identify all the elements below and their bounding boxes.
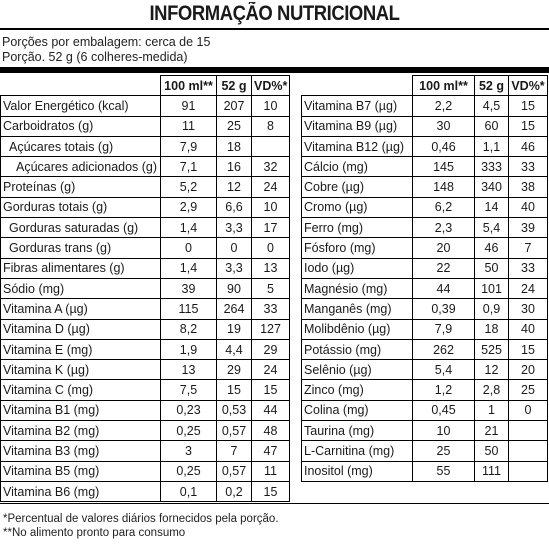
nutrient-name: Açúcares adicionados (g)	[1, 157, 161, 177]
value-per-portion: 333	[475, 157, 509, 177]
value-per-100ml: 6,2	[413, 197, 475, 217]
value-per-100ml: 0,45	[413, 400, 475, 420]
value-per-portion: 111	[475, 461, 509, 481]
value-per-100ml: 22	[413, 258, 475, 278]
table-row	[302, 360, 548, 380]
table-row	[302, 157, 548, 177]
daily-value-percent: 25	[509, 380, 548, 400]
daily-value-percent: 5	[252, 278, 290, 298]
value-per-100ml: 2,3	[413, 218, 475, 238]
value-per-100ml: 0	[161, 238, 217, 258]
value-per-portion: 12	[475, 360, 509, 380]
table-row	[302, 299, 548, 319]
nutrient-name: Inositol (mg)	[302, 461, 413, 481]
value-per-portion: 0,2	[217, 481, 252, 501]
value-per-portion: 0,53	[217, 400, 252, 420]
nutrient-name: Açúcares totais (g)	[1, 136, 161, 156]
daily-value-percent: 10	[252, 96, 290, 116]
table-row	[1, 177, 290, 197]
daily-value-percent: 15	[252, 380, 290, 400]
value-per-portion: 50	[475, 441, 509, 461]
header-per-100ml: 100 ml**	[413, 76, 475, 96]
value-per-100ml: 0,23	[161, 400, 217, 420]
nutrient-name: Gorduras totais (g)	[1, 197, 161, 217]
daily-value-percent: 17	[252, 218, 290, 238]
table-row	[302, 177, 548, 197]
table-row	[302, 380, 548, 400]
daily-value-percent: 40	[509, 319, 548, 339]
value-per-portion: 264	[217, 299, 252, 319]
nutrient-name: Iodo (µg)	[302, 258, 413, 278]
daily-value-percent: 39	[509, 218, 548, 238]
nutrient-name: Colina (mg)	[302, 400, 413, 420]
header-per-100ml: 100 ml**	[161, 76, 217, 96]
value-per-portion: 4,4	[217, 339, 252, 359]
value-per-100ml: 148	[413, 177, 475, 197]
table-row	[302, 441, 548, 461]
table-row	[1, 339, 290, 359]
value-per-100ml: 262	[413, 339, 475, 359]
daily-value-percent: 15	[509, 116, 548, 136]
value-per-portion: 101	[475, 278, 509, 298]
nutrient-name: Taurina (mg)	[302, 421, 413, 441]
value-per-100ml: 0,1	[161, 481, 217, 501]
value-per-100ml: 2,9	[161, 197, 217, 217]
footnote-daily-value: *Percentual de valores diários fornecidos pela porção.	[3, 513, 279, 525]
daily-value-percent: 30	[509, 299, 548, 319]
nutrient-name: Potássio (mg)	[302, 339, 413, 359]
value-per-100ml: 1,4	[161, 218, 217, 238]
table-row	[302, 258, 548, 278]
table-row	[302, 339, 548, 359]
daily-value-percent: 127	[252, 319, 290, 339]
value-per-portion: 3,3	[217, 218, 252, 238]
value-per-portion: 50	[475, 258, 509, 278]
header-per-portion: 52 g	[217, 76, 252, 96]
table-row	[1, 461, 290, 481]
table-row	[302, 116, 548, 136]
nutrient-name: Gorduras saturadas (g)	[1, 218, 161, 238]
nutrient-name: Zinco (mg)	[302, 380, 413, 400]
value-per-portion: 14	[475, 197, 509, 217]
nutrient-name: Vitamina D (µg)	[1, 319, 161, 339]
value-per-portion: 340	[475, 177, 509, 197]
nutrient-name: Valor Energético (kcal)	[1, 96, 161, 116]
serving-size: Porção. 52 g (6 colheres-medida)	[2, 50, 188, 64]
footnote-ready-to-consume: **No alimento pronto para consumo	[3, 527, 186, 539]
nutrient-name: Vitamina B1 (mg)	[1, 400, 161, 420]
value-per-portion: 0,57	[217, 421, 252, 441]
value-per-portion: 29	[217, 360, 252, 380]
value-per-portion: 1	[475, 400, 509, 420]
value-per-100ml: 5,2	[161, 177, 217, 197]
table-row	[1, 380, 290, 400]
nutrient-name: Sódio (mg)	[1, 278, 161, 298]
value-per-portion: 3,3	[217, 258, 252, 278]
table-row	[302, 278, 548, 298]
nutrient-name: Vitamina B5 (mg)	[1, 461, 161, 481]
nutrient-name: Vitamina B2 (mg)	[1, 421, 161, 441]
value-per-100ml: 55	[413, 461, 475, 481]
daily-value-percent: 0	[509, 400, 548, 420]
value-per-100ml: 39	[161, 278, 217, 298]
daily-value-percent: 33	[252, 299, 290, 319]
nutrient-name: Vitamina K (µg)	[1, 360, 161, 380]
nutrient-name: Proteínas (g)	[1, 177, 161, 197]
value-per-portion: 2,8	[475, 380, 509, 400]
daily-value-percent: 44	[252, 400, 290, 420]
nutrient-name: Vitamina B7 (µg)	[302, 96, 413, 116]
daily-value-percent: 47	[252, 441, 290, 461]
value-per-portion: 4,5	[475, 96, 509, 116]
value-per-100ml: 7,9	[413, 319, 475, 339]
header-blank	[1, 76, 161, 96]
daily-value-percent: 40	[509, 197, 548, 217]
table-row	[1, 218, 290, 238]
nutrient-name: Vitamina B6 (mg)	[1, 481, 161, 501]
nutrient-name: Molibdênio (µg)	[302, 319, 413, 339]
table-row	[1, 299, 290, 319]
value-per-100ml: 25	[413, 441, 475, 461]
table-row	[1, 400, 290, 420]
value-per-portion: 207	[217, 96, 252, 116]
value-per-100ml: 0,46	[413, 136, 475, 156]
daily-value-percent: 13	[252, 258, 290, 278]
nutrient-name: Carboidratos (g)	[1, 116, 161, 136]
table-header-row	[1, 76, 290, 96]
value-per-100ml: 1,4	[161, 258, 217, 278]
table-row	[1, 421, 290, 441]
value-per-portion: 18	[217, 136, 252, 156]
header-per-portion: 52 g	[475, 76, 509, 96]
table-row	[1, 319, 290, 339]
nutrient-name: Manganês (mg)	[302, 299, 413, 319]
daily-value-percent: 24	[509, 278, 548, 298]
daily-value-percent: 11	[252, 461, 290, 481]
value-per-portion: 0	[217, 238, 252, 258]
value-per-100ml: 11	[161, 116, 217, 136]
table-row	[302, 421, 548, 441]
value-per-100ml: 0,25	[161, 461, 217, 481]
nutrient-name: Vitamina C (mg)	[1, 380, 161, 400]
daily-value-percent: 24	[252, 177, 290, 197]
value-per-portion: 12	[217, 177, 252, 197]
value-per-portion: 525	[475, 339, 509, 359]
nutrient-name: Magnésio (mg)	[302, 278, 413, 298]
table-row	[302, 96, 548, 116]
table-row	[302, 461, 548, 481]
value-per-portion: 7	[217, 441, 252, 461]
table-row	[1, 197, 290, 217]
page-title: INFORMAÇÃO NUTRICIONAL	[149, 2, 400, 25]
value-per-100ml: 2,2	[413, 96, 475, 116]
daily-value-percent: 29	[252, 339, 290, 359]
value-per-100ml: 10	[413, 421, 475, 441]
value-per-100ml: 20	[413, 238, 475, 258]
table-row	[1, 278, 290, 298]
value-per-portion: 25	[217, 116, 252, 136]
daily-value-percent: 33	[509, 258, 548, 278]
nutrient-name: Vitamina B3 (mg)	[1, 441, 161, 461]
value-per-portion: 19	[217, 319, 252, 339]
nutrient-name: L-Carnitina (mg)	[302, 441, 413, 461]
title-divider	[0, 28, 549, 30]
value-per-portion: 0,9	[475, 299, 509, 319]
value-per-100ml: 3	[161, 441, 217, 461]
nutrient-name: Vitamina E (mg)	[1, 339, 161, 359]
daily-value-percent: 32	[252, 157, 290, 177]
table-row	[1, 136, 290, 156]
table-row	[1, 96, 290, 116]
value-per-portion: 1,1	[475, 136, 509, 156]
thick-divider	[0, 67, 549, 73]
daily-value-percent: 8	[252, 116, 290, 136]
nutrition-table-left	[0, 75, 290, 502]
daily-value-percent	[509, 441, 548, 461]
daily-value-percent: 15	[509, 339, 548, 359]
daily-value-percent: 24	[252, 360, 290, 380]
daily-value-percent: 15	[252, 481, 290, 501]
value-per-portion: 90	[217, 278, 252, 298]
value-per-100ml: 1,9	[161, 339, 217, 359]
nutrient-name: Cromo (µg)	[302, 197, 413, 217]
daily-value-percent	[252, 136, 290, 156]
table-row	[1, 481, 290, 501]
header-daily-value: VD%*	[509, 76, 548, 96]
table-row	[1, 116, 290, 136]
nutrient-name: Gorduras trans (g)	[1, 238, 161, 258]
value-per-portion: 5,4	[475, 218, 509, 238]
value-per-100ml: 7,5	[161, 380, 217, 400]
daily-value-percent: 20	[509, 360, 548, 380]
value-per-100ml: 91	[161, 96, 217, 116]
value-per-100ml: 5,4	[413, 360, 475, 380]
daily-value-percent: 7	[509, 238, 548, 258]
daily-value-percent: 33	[509, 157, 548, 177]
header-daily-value: VD%*	[252, 76, 290, 96]
nutrition-table-right	[301, 75, 548, 482]
value-per-100ml: 145	[413, 157, 475, 177]
nutrient-name: Fibras alimentares (g)	[1, 258, 161, 278]
table-row	[1, 360, 290, 380]
value-per-100ml: 44	[413, 278, 475, 298]
nutrient-name: Cálcio (mg)	[302, 157, 413, 177]
value-per-100ml: 7,1	[161, 157, 217, 177]
nutrient-name: Selênio (µg)	[302, 360, 413, 380]
daily-value-percent: 15	[509, 96, 548, 116]
value-per-100ml: 0,25	[161, 421, 217, 441]
value-per-100ml: 8,2	[161, 319, 217, 339]
nutrient-name: Ferro (mg)	[302, 218, 413, 238]
footer-divider	[0, 503, 549, 504]
table-row	[302, 319, 548, 339]
daily-value-percent: 0	[252, 238, 290, 258]
nutrient-name: Cobre (µg)	[302, 177, 413, 197]
table-row	[1, 258, 290, 278]
nutrient-name: Vitamina A (µg)	[1, 299, 161, 319]
table-row	[1, 238, 290, 258]
value-per-portion: 0,57	[217, 461, 252, 481]
value-per-portion: 6,6	[217, 197, 252, 217]
value-per-100ml: 7,9	[161, 136, 217, 156]
table-row	[1, 157, 290, 177]
value-per-portion: 15	[217, 380, 252, 400]
value-per-100ml: 13	[161, 360, 217, 380]
daily-value-percent	[509, 461, 548, 481]
value-per-portion: 60	[475, 116, 509, 136]
table-row	[1, 441, 290, 461]
value-per-portion: 46	[475, 238, 509, 258]
table-row	[302, 400, 548, 420]
value-per-100ml: 0,39	[413, 299, 475, 319]
daily-value-percent: 38	[509, 177, 548, 197]
table-row	[302, 197, 548, 217]
value-per-100ml: 30	[413, 116, 475, 136]
value-per-100ml: 115	[161, 299, 217, 319]
daily-value-percent: 10	[252, 197, 290, 217]
header-blank	[302, 76, 413, 96]
daily-value-percent: 46	[509, 136, 548, 156]
table-row	[302, 238, 548, 258]
daily-value-percent	[509, 421, 548, 441]
table-header-row	[302, 76, 548, 96]
servings-per-package: Porções por embalagem: cerca de 15	[2, 35, 211, 49]
nutrient-name: Vitamina B12 (µg)	[302, 136, 413, 156]
nutrient-name: Vitamina B9 (µg)	[302, 116, 413, 136]
nutrient-name: Fósforo (mg)	[302, 238, 413, 258]
value-per-portion: 18	[475, 319, 509, 339]
value-per-portion: 21	[475, 421, 509, 441]
table-row	[302, 136, 548, 156]
daily-value-percent: 48	[252, 421, 290, 441]
value-per-portion: 16	[217, 157, 252, 177]
value-per-100ml: 1,2	[413, 380, 475, 400]
table-row	[302, 218, 548, 238]
